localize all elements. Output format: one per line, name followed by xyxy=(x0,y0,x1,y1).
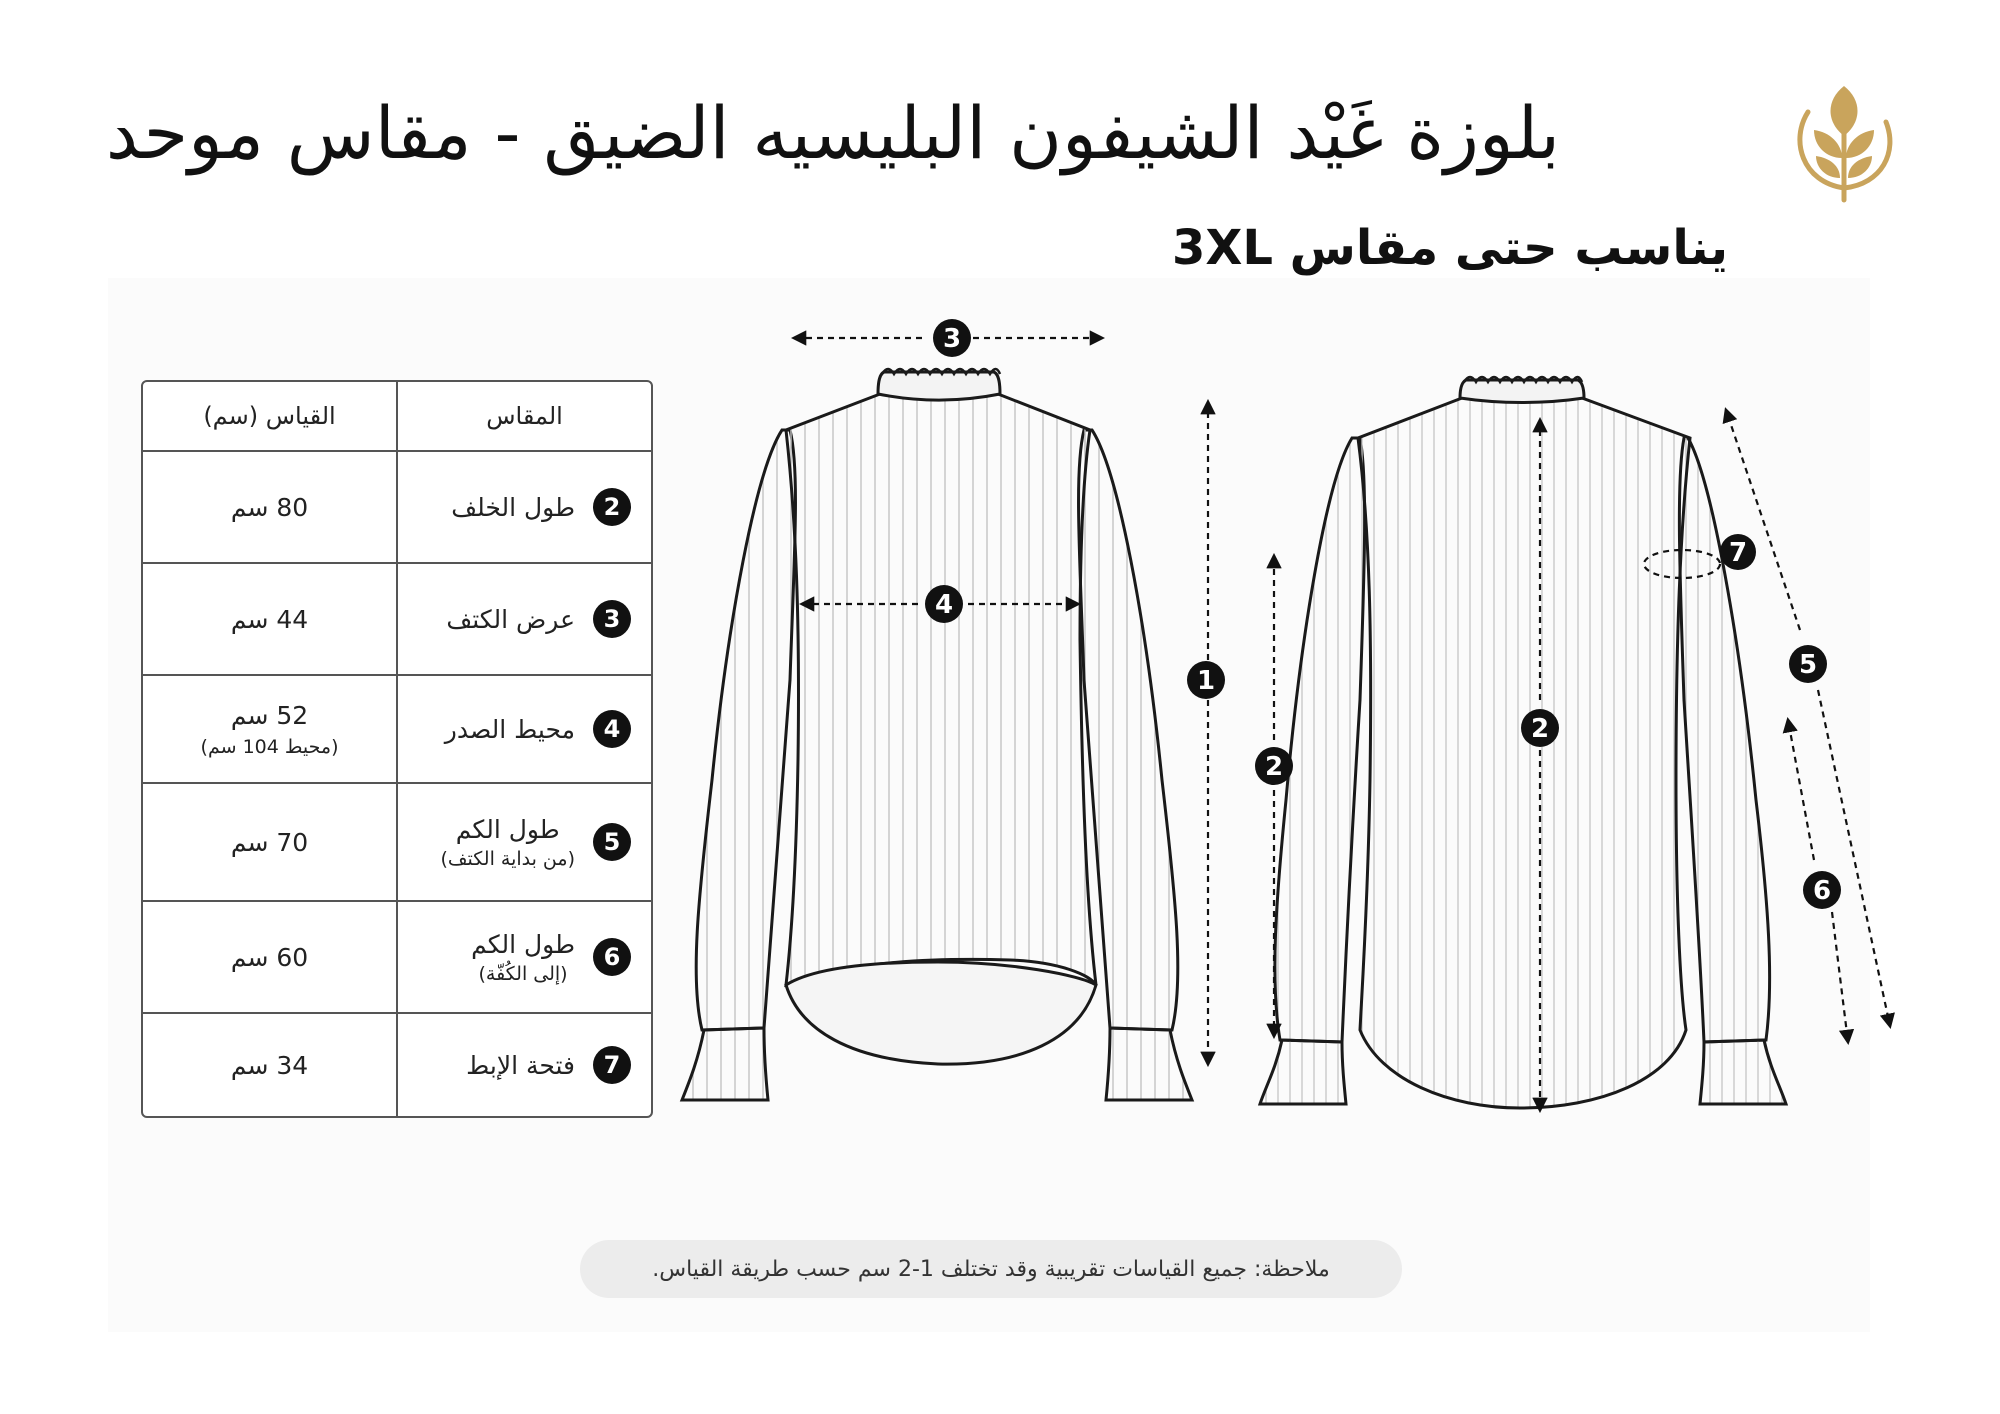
front-view-illustration xyxy=(682,369,1192,1100)
front-right-cuff xyxy=(1106,1028,1192,1100)
outer-sleeve-line-top xyxy=(1726,410,1800,630)
number-badge: 3 xyxy=(593,600,631,638)
row-value-note: (محيط 104 سم) xyxy=(200,735,339,758)
back-collar xyxy=(1460,380,1584,403)
marker-number: 7 xyxy=(1728,538,1748,568)
marker-4 xyxy=(925,585,963,623)
marker-number: 3 xyxy=(942,324,962,354)
measurement-note: ملاحظة: جميع القياسات تقريبية وقد تختلف 1-2 سم حسب طريقة القياس. xyxy=(580,1240,1402,1298)
marker-3 xyxy=(933,319,971,357)
marker-number: 5 xyxy=(1798,650,1818,680)
back-left-sleeve xyxy=(1275,438,1365,1042)
marker-2-back xyxy=(1521,709,1559,747)
row-name-note: (إلى الكُفّة) xyxy=(478,962,568,985)
row-value: 80 سم xyxy=(230,492,309,522)
front-body xyxy=(786,394,1096,985)
front-left-sleeve xyxy=(696,430,795,1030)
row-value: 70 سم xyxy=(230,827,309,857)
front-left-cuff xyxy=(682,1028,768,1100)
number-badge: 5 xyxy=(593,823,631,861)
outer-sleeve-line-bottom xyxy=(1818,690,1890,1026)
number-badge: 2 xyxy=(593,488,631,526)
back-left-cuff xyxy=(1260,1040,1346,1104)
back-right-sleeve xyxy=(1679,438,1769,1042)
marker-7 xyxy=(1720,534,1756,570)
size-fit-subtitle: يناسب حتى مقاس 3XL xyxy=(1171,220,1728,276)
back-body xyxy=(1358,398,1690,1108)
sleeve-cuff-line-top xyxy=(1788,720,1814,860)
marker-6 xyxy=(1803,871,1841,909)
page-title: بلوزة غَيْد الشيفون البليسيه الضيق - مقاس موحد xyxy=(105,91,1560,175)
row-name: فتحة الإبط xyxy=(466,1050,575,1080)
front-right-sleeve xyxy=(1079,430,1178,1030)
row-name: طول الكم xyxy=(455,814,560,844)
header-size: المقاس xyxy=(396,382,651,452)
back-view-illustration xyxy=(1260,377,1786,1108)
sleeve-cuff-line-bottom xyxy=(1832,912,1848,1042)
number-badge: 6 xyxy=(593,938,631,976)
row-name: طول الكم xyxy=(471,929,575,959)
row-value: 52 سم xyxy=(230,700,309,730)
row-value: 34 سم xyxy=(230,1050,309,1080)
number-badge: 7 xyxy=(593,1046,631,1084)
number-badge: 4 xyxy=(593,710,631,748)
row-value: 60 سم xyxy=(230,942,309,972)
marker-number: 6 xyxy=(1812,876,1832,906)
row-name: طول الخلف xyxy=(451,492,575,522)
marker-number: 1 xyxy=(1196,666,1216,696)
front-collar xyxy=(878,372,1000,400)
front-hem xyxy=(786,962,1096,1064)
row-name: محيط الصدر xyxy=(444,714,575,744)
marker-1 xyxy=(1187,661,1225,699)
row-name-note: (من بداية الكتف) xyxy=(440,847,575,870)
marker-5 xyxy=(1789,645,1827,683)
row-name: عرض الكتف xyxy=(446,604,575,634)
marker-number: 2 xyxy=(1264,752,1284,782)
marker-2-sleeve xyxy=(1255,747,1293,785)
marker-number: 2 xyxy=(1530,714,1550,744)
back-right-cuff xyxy=(1700,1040,1786,1104)
marker-number: 4 xyxy=(934,590,954,620)
row-value: 44 سم xyxy=(230,604,309,634)
header-measurement: القياس (سم) xyxy=(143,382,396,452)
